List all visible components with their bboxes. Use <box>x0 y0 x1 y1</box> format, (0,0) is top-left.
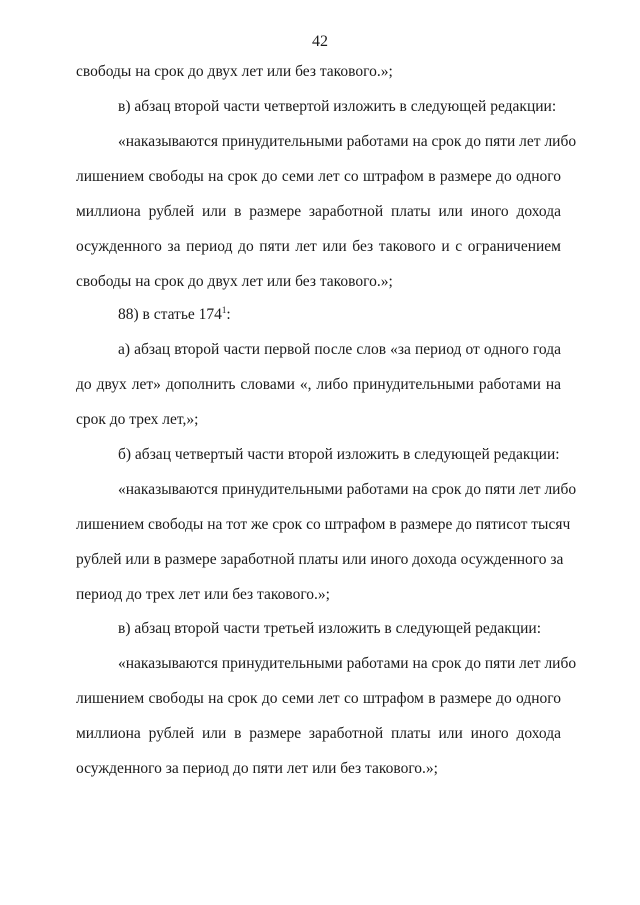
text-line: осужденного за период до пяти лет или без такового и с ограничением <box>76 238 561 255</box>
text-line: б) абзац четвертый части второй изложить в следующей редакции: <box>118 446 560 463</box>
article-colon: : <box>226 306 231 323</box>
text-line-article <box>118 305 561 325</box>
text-line: в) абзац второй части четвертой изложить в следующей редакции: <box>118 98 557 115</box>
text-line: до двух лет» дополнить словами «, либо принудительными работами на <box>76 376 561 393</box>
text-line: миллиона рублей или в размере заработной платы или иного дохода <box>76 203 561 220</box>
text-line: срок до трех лет,»; <box>76 411 199 428</box>
text-line: «наказываются принудительными работами на срок до пяти лет либо <box>118 655 577 672</box>
text-line: рублей или в размере заработной платы или иного дохода осужденного за <box>76 551 564 568</box>
article-superscript: 1 <box>221 305 227 315</box>
text-line: лишением свободы на срок до семи лет со штрафом в размере до одного <box>76 168 561 185</box>
page-number: 42 <box>312 33 328 50</box>
text-line: в) абзац второй части третьей изложить в следующей редакции: <box>118 620 542 637</box>
text-line: лишением свободы на тот же срок со штрафом в размере до пятисот тысяч <box>76 516 571 533</box>
text-line: миллиона рублей или в размере заработной платы или иного дохода <box>76 725 561 742</box>
text-line: «наказываются принудительными работами на срок до пяти лет либо <box>118 133 577 150</box>
text-line: период до трех лет или без такового.»; <box>76 586 330 603</box>
article-text: 88) в статье 174 <box>118 306 222 323</box>
text-line: свободы на срок до двух лет или без такового.»; <box>76 63 393 80</box>
text-line: свободы на срок до двух лет или без такового.»; <box>76 273 393 290</box>
text-line: «наказываются принудительными работами на срок до пяти лет либо <box>118 481 577 498</box>
text-line: осужденного за период до пяти лет или без такового.»; <box>76 760 438 777</box>
text-line: лишением свободы на срок до семи лет со штрафом в размере до одного <box>76 690 561 707</box>
text-line: а) абзац второй части первой после слов «за период от одного года <box>118 341 561 358</box>
